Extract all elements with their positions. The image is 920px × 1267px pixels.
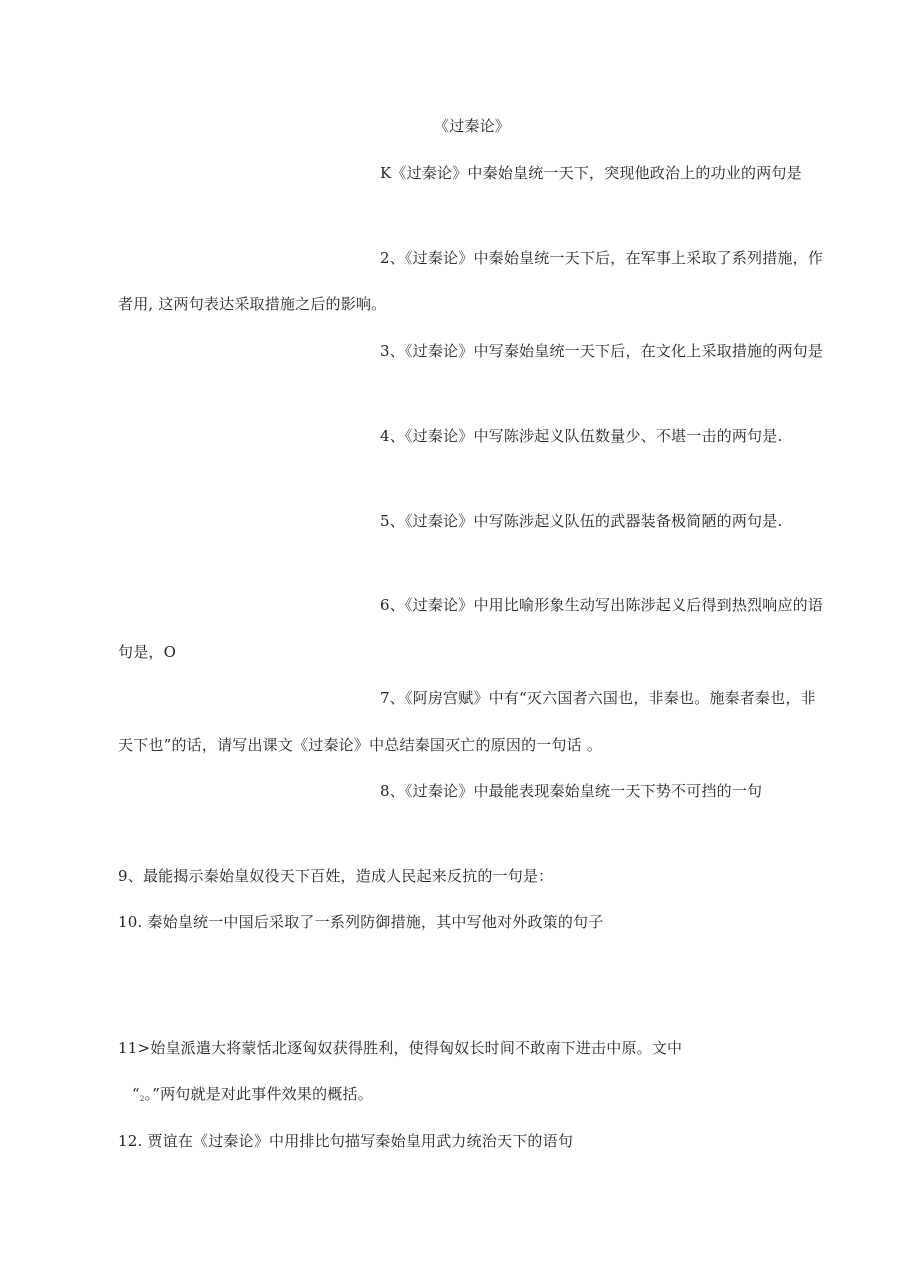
question-11-line-2 bbox=[132, 1084, 373, 1109]
question-9: 9、最能揭示秦始皇奴役天下百姓，造成人民起来反抗的一句是： bbox=[118, 867, 554, 885]
document-title: 《过秦论》 bbox=[434, 117, 511, 135]
question-2-line-1: 2、《过秦论》中秦始皇统一天下后，在军事上采取了系列措施，作 bbox=[380, 249, 824, 267]
question-4: 4、《过秦论》中写陈涉起义队伍数量少、不堪一击的两句是. bbox=[380, 427, 783, 445]
question-5: 5、《过秦论》中写陈涉起义队伍的武器装备极简陋的两句是. bbox=[380, 512, 783, 530]
question-3: 3、《过秦论》中写秦始皇统一天下后，在文化上采取措施的两句是 bbox=[380, 342, 824, 360]
question-6-line-1: 6、《过秦论》中用比喻形象生动写出陈涉起义后得到热烈响应的语 bbox=[380, 596, 824, 614]
question-1: K《过秦论》中秦始皇统一天下，突现他政治上的功业的两句是 bbox=[380, 164, 802, 182]
question-2-line-2: 者用, 这两句表达采取措施之后的影响。 bbox=[118, 295, 387, 313]
question-7-line-1: 7、《阿房宫赋》中有“灭六国者六国也，非秦也。施秦者秦也，非 bbox=[380, 689, 816, 707]
blank-marker: 2 bbox=[139, 1095, 145, 1103]
quote-open: “ bbox=[132, 1085, 140, 1103]
question-12: 12. 贾谊在《过秦论》中用排比句描写秦始皇用武力统治天下的语句 bbox=[118, 1132, 574, 1150]
question-11-rest: 。”两句就是对此事件效果的概括。 bbox=[144, 1085, 373, 1103]
question-10: 10. 秦始皇统一中国后采取了一系列防御措施，其中写他对外政策的句子 bbox=[118, 913, 604, 931]
question-7-line-2: 天下也”的话，请写出课文《过秦论》中总结秦国灭亡的原因的一句话 。 bbox=[118, 736, 603, 754]
question-11-line-1: 11>始皇派遣大将蒙恬北逐匈奴获得胜利，使得匈奴长时间不敢南下进击中原。文中 bbox=[118, 1039, 683, 1057]
question-6-line-2: 句是，O bbox=[118, 643, 177, 661]
question-8: 8、《过秦论》中最能表现秦始皇统一天下势不可挡的一句 bbox=[380, 782, 763, 800]
